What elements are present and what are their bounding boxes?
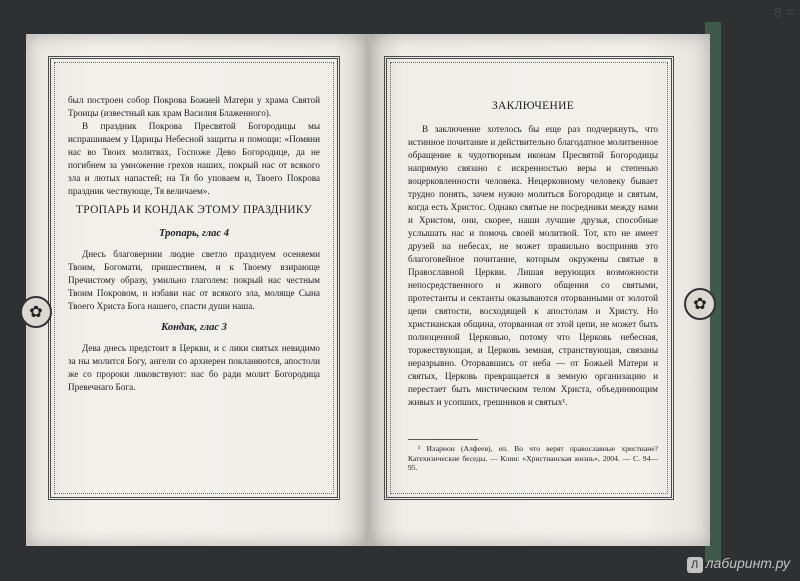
left-page [26,34,366,546]
troparion-text: Днесь благовернии людие светло празднуем осеняеми Твоим, Богомати, пришествием, и к Твоему взирающе Пречистому образу, умильно глаголем: покрый нас честным Твоим Покровом, и избави нас от всякого зла, моляще Сына Твоего Христа Бога нашего, спасти души наша. [68,249,320,311]
watermark [687,555,790,573]
watermark-text: лабиринт.ру [705,555,790,571]
pencil-mark: 8 = [774,4,794,20]
troparion-title: Тропарь, глас 4 [159,228,229,239]
rosette-icon: ✿ [20,296,52,328]
footnote: ¹ Иларион (Алфеев), еп. Во что верят православные христиане? Катехизические беседы. — Клин: «Христианская жизнь», 2004. — С. 94—95. [408,444,658,472]
open-book [26,34,712,546]
rosette-icon: ✿ [684,288,716,320]
paragraph: В праздник Покрова Пресвятой Богородицы мы испрашиваем у Царицы Небесной защиты и помощи: «Помяни нас во Твоих молитвах, Госпоже Дево Богородице, да не погибнем за умножение грехов наших, покрый нас от всякого зла и лютых напастей; на Тя бо уповаем и, Твоего Покрова праздник чествующе, Тя величаем». [68,121,320,196]
right-page-content [408,94,658,473]
kontakion-text: Дева днесь предстоит в Церкви, и с лики святых невидимо за ны молится Богу, ангели со архиереи покланяются, апостоли же со пророки ликовствуют: нас бо ради молит Богородица Превечнаго Бога. [68,343,320,392]
footnote-divider [408,439,478,440]
paragraph: был построен собор Покрова Божией Матери у храма Святой Троицы (известный как храм Василия Блаженного). [68,95,320,118]
section-heading: ЗАКЛЮЧЕНИЕ [491,100,575,112]
right-page [370,34,710,546]
paragraph: В заключение хотелось бы еще раз подчеркнуть, что истинное почитание и действительно благодатное молитвенное обращение к чудотворным иконам Пресвятой Богородицы напрямую связано с искренностью веры и степенью воцерковленности человека. Нецерковному человеку бывает трудно понять, зачем нужно молиться Богородице и святым, когда есть Христос. Однако святые не посредники между нами и Христом, они, скорее, наши лучшие друзья, способные услышать нас и помочь своей молитвой. Тот, кто не имеет друзей на небесах, не может правильно восприняв это благоговейное почитание, которым окружены святые в Православной Церкви. Лишая верующих возможности непосредственного и живого общения со святыми, протестанты и сектанты оказываются оторванными от золотой цепи святости, восходящей к апостолам и Христу. Но христианская община, оторванная от этой цепи, не может быть полноценной Церковью, потому что Церковь небесная, торжествующая, и Церковь земная, странствующая, связаны неразрывно. Оторвавшись от неба — от Божьей Матери и святых, Церковь превращается в земную организацию и перестает быть мистическим телом Христа, объединяющим живых и усопших, грешников и святых¹. [408,124,658,407]
section-heading: ТРОПАРЬ И КОНДАК ЭТОМУ ПРАЗДНИКУ [75,204,313,216]
labirint-logo-icon: Л [687,557,703,573]
kontakion-title: Кондак, глас 3 [161,322,227,333]
left-page-content [68,94,320,394]
